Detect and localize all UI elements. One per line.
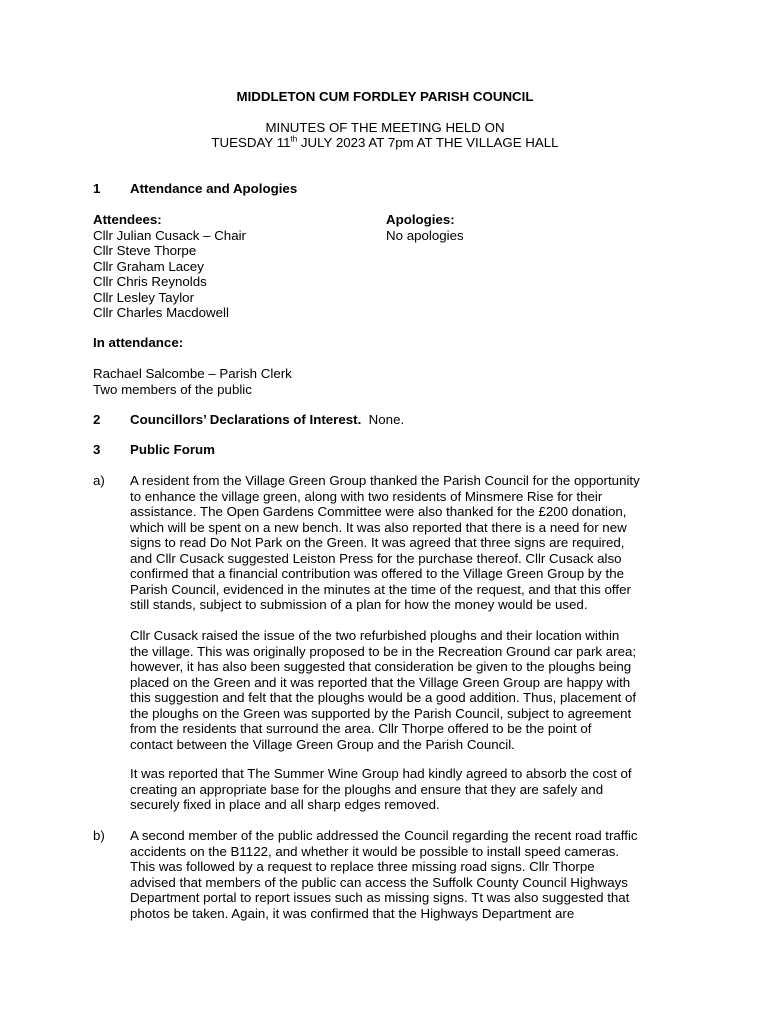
section-title: Councillors’ Declarations of Interest. (130, 412, 362, 427)
in-attendance-list (93, 366, 292, 397)
section-title: Attendance and Apologies (130, 181, 298, 196)
section-number: 3 (93, 442, 101, 457)
minutes-heading: MINUTES OF THE MEETING HELD ON (265, 120, 505, 135)
attendee: Cllr Chris Reynolds (93, 274, 207, 289)
text-line: confirmed that a financial contribution was offered to the Village Green Group by the (130, 566, 625, 581)
item-b-paragraph (130, 828, 680, 921)
apologies-text: No apologies (386, 227, 464, 243)
item-b-label: b) (93, 828, 105, 843)
text-line: A resident from the Village Green Group thanked the Parish Council for the opportunity (130, 473, 640, 488)
text-line: signs to read Do Not Park on the Green. It was agreed that three signs are required, (130, 535, 625, 550)
text-line: the ploughs on the Green was supported by the Parish Council, subject to agreement (130, 705, 632, 721)
text-line: to enhance the village green, along with two residents of Minsmere Rise for their (130, 488, 603, 504)
text-line: and Cllr Cusack suggested Leiston Press for the purchase thereof. Cllr Cusack also (130, 550, 622, 566)
text-line: photos be taken. Again, it was confirmed that the Highways Department are (130, 905, 575, 921)
attendee: Cllr Steve Thorpe (93, 243, 197, 258)
item-a-paragraph-1 (130, 473, 680, 613)
text-line: placed on the Green and it was reported that the Village Green Group are happy with (130, 674, 631, 690)
text-line: advised that members of the public can access the Suffolk County Council Highways (130, 874, 628, 890)
in-attendance-heading (93, 335, 183, 351)
text-line: Department portal to report issues such as missing signs. Tt was also suggested that (130, 890, 630, 905)
text-line: This was followed by a request to replace three missing road signs. Cllr Thorpe (130, 859, 595, 874)
text-line: It was reported that The Summer Wine Group had kindly agreed to absorb the cost of (130, 766, 632, 781)
text-line: from the residents that surround the area. Cllr Thorpe offered to be the point of (130, 721, 592, 736)
in-attendance-label: In attendance: (93, 335, 184, 350)
apologies-block (386, 212, 464, 243)
text-line: still stands, subject to submission of a plan for how the money would be used. (130, 597, 588, 612)
attendee: Cllr Lesley Taylor (93, 289, 194, 305)
text-line: however, it has also been suggested that consideration be given to the ploughs being (130, 659, 632, 674)
text-line: securely fixed in place and all sharp edges removed. (130, 797, 440, 812)
council-title: MIDDLETON CUM FORDLEY PARISH COUNCIL (236, 89, 534, 104)
text-line: contact between the Village Green Group and the Parish Council. (130, 736, 515, 752)
section-title-line (130, 412, 404, 428)
date-ordinal-suffix: th (290, 134, 298, 144)
date-prefix: TUESDAY 11 (211, 135, 291, 150)
text-line: this suggestion and felt that the ploughs would be a good addition. Thus, placement of (130, 690, 637, 705)
attendee: Cllr Charles Macdowell (93, 305, 229, 320)
text-line: the village. This was originally proposed to be in the Recreation Ground car park area; (130, 643, 637, 659)
section-2-text: None. (368, 412, 405, 427)
attendee: Cllr Julian Cusack – Chair (93, 227, 246, 243)
apologies-heading: Apologies: (386, 212, 455, 227)
text-line: A second member of the public addressed the Council regarding the recent road traffic (130, 828, 638, 843)
attendees-heading: Attendees: (93, 212, 162, 227)
section-number: 2 (93, 412, 101, 427)
text-line: Parish Council, evidenced in the minutes at the time of the request, and that this offer (130, 581, 631, 597)
in-attendance-person: Two members of the public (93, 381, 252, 397)
date-suffix: JULY 2023 AT 7pm AT THE VILLAGE HALL (297, 135, 559, 150)
item-a-paragraph-2 (130, 628, 680, 752)
item-a-label: a) (93, 473, 105, 488)
meeting-date-line (0, 135, 770, 151)
in-attendance-person: Rachael Salcombe – Parish Clerk (93, 366, 292, 381)
text-line: creating an appropriate base for the ploughs and ensure that they are safely and (130, 781, 604, 797)
text-line: assistance. The Open Gardens Committee were also thanked for the £200 donation, (130, 504, 627, 519)
text-line: accidents on the B1122, and whether it would be possible to install speed cameras. (130, 843, 620, 859)
section-number: 1 (93, 181, 101, 196)
text-line: Cllr Cusack raised the issue of the two refurbished ploughs and their location within (130, 628, 620, 643)
section-title: Public Forum (130, 442, 215, 457)
item-a-paragraph-3 (130, 766, 680, 813)
attendee: Cllr Graham Lacey (93, 258, 204, 274)
text-line: which will be spent on a new bench. It was also reported that there is a need for new (130, 519, 627, 535)
attendees-list (93, 212, 246, 321)
